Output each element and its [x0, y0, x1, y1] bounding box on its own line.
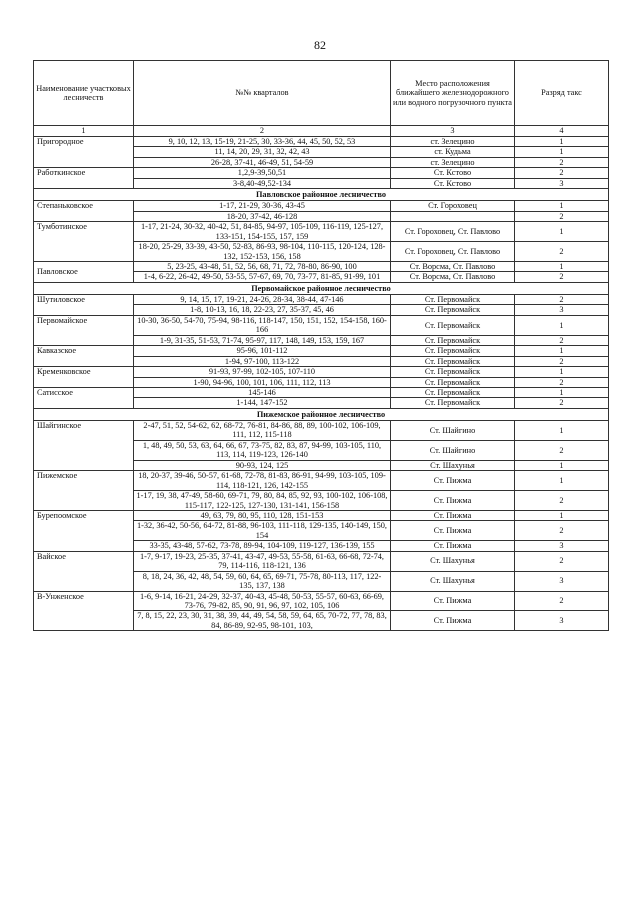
class-cell: 1: [515, 261, 609, 271]
place-cell: Ст. Пижма: [391, 491, 515, 511]
place-cell: Ст. Первомайск: [391, 294, 515, 304]
table-row: [34, 367, 609, 377]
forestry-name: Кременковское: [34, 367, 134, 388]
place-cell: Ст. Первомайск: [391, 346, 515, 356]
class-cell: 1: [515, 420, 609, 440]
place-cell: Ст. Кстово: [391, 168, 515, 178]
table-row: [34, 551, 609, 571]
quarters-cell: 9, 10, 12, 13, 15-19, 21-25, 30, 33-36, 44, 45, 50, 52, 53: [134, 137, 391, 147]
forestry-name: Степаньковское: [34, 201, 134, 222]
table-row: [34, 315, 609, 335]
class-cell: 1: [515, 137, 609, 147]
quarters-cell: 1-17, 21-29, 30-36, 43-45: [134, 201, 391, 211]
table-row: [34, 201, 609, 211]
header-class: Разряд такс: [515, 61, 609, 126]
place-cell: Ст. Пижма: [391, 471, 515, 491]
quarters-cell: 1,2,9-39,50,51: [134, 168, 391, 178]
table-row: [34, 510, 609, 520]
section-heading-row: [34, 408, 609, 420]
class-cell: 3: [515, 611, 609, 631]
quarters-cell: 18-20, 25-29, 33-39, 43-50, 52-83, 86-93, 98-104, 110-115, 120-124, 128-132, 152-153, 156, 158: [134, 242, 391, 262]
place-cell: Ст. Пижма: [391, 541, 515, 551]
class-cell: 2: [515, 294, 609, 304]
quarters-cell: 1, 48, 49, 50, 53, 63, 64, 66, 67, 73-75, 82, 83, 87, 94-99, 103-105, 110, 113, 114, 119-123, 126-140: [134, 440, 391, 460]
place-cell: Ст. Шахунья: [391, 571, 515, 591]
forestry-name: Кавказское: [34, 346, 134, 367]
section-heading-row: [34, 189, 609, 201]
class-cell: 1: [515, 315, 609, 335]
quarters-cell: 10-30, 36-50, 54-70, 75-94, 98-116, 118-147, 150, 151, 152, 154-158, 160-166: [134, 315, 391, 335]
quarters-cell: 1-94, 97-100, 113-122: [134, 356, 391, 366]
forestry-name: Сатисское: [34, 387, 134, 408]
class-cell: 2: [515, 440, 609, 460]
quarters-cell: 9, 14, 15, 17, 19-21, 24-26, 28-34, 38-44, 47-146: [134, 294, 391, 304]
class-cell: 2: [515, 335, 609, 345]
place-cell: Ст. Ворсма, Ст. Павлово: [391, 272, 515, 282]
place-cell: Ст. Гороховец, Ст. Павлово: [391, 222, 515, 242]
forestry-name: Шайгинское: [34, 420, 134, 470]
class-cell: 2: [515, 591, 609, 611]
col-number: 1: [34, 126, 134, 137]
place-cell: ст. Зелецино: [391, 137, 515, 147]
class-cell: 3: [515, 541, 609, 551]
quarters-cell: 7, 8, 15, 22, 23, 30, 31, 38, 39, 44, 49, 54, 58, 59, 64, 65, 70-72, 77, 78, 83, 84, 86-89, 92-95, 98-101, 103,: [134, 611, 391, 631]
place-cell: Ст. Первомайск: [391, 335, 515, 345]
place-cell: Ст. Гороховец, Ст. Павлово: [391, 242, 515, 262]
class-cell: 1: [515, 367, 609, 377]
tax-class-table: [33, 60, 609, 631]
class-cell: 1: [515, 460, 609, 470]
quarters-cell: 1-6, 9-14, 16-21, 24-29, 32-37, 40-43, 45-48, 50-53, 55-57, 60-63, 66-69, 73-76, 79-82, 85, 90, 91, 96, 97, 102, 105, 106: [134, 591, 391, 611]
place-cell: Ст. Первомайск: [391, 377, 515, 387]
class-cell: 2: [515, 272, 609, 282]
table-row: [34, 168, 609, 178]
place-cell: Ст. Шайгино: [391, 420, 515, 440]
table-row: [34, 137, 609, 147]
quarters-cell: 8, 18, 24, 36, 42, 48, 54, 59, 60, 64, 65, 69-71, 75-78, 80-113, 117, 122-135, 137, 138: [134, 571, 391, 591]
class-cell: 1: [515, 346, 609, 356]
class-cell: 3: [515, 571, 609, 591]
place-cell: Ст. Пижма: [391, 510, 515, 520]
quarters-cell: 1-17, 19, 38, 47-49, 58-60, 69-71, 79, 80, 84, 85, 92, 93, 100-102, 106-108, 115-117, 122-125, 127-130, 131-141, 156-158: [134, 491, 391, 511]
place-cell: Ст. Шайгино: [391, 440, 515, 460]
class-cell: 1: [515, 147, 609, 157]
table-row: [34, 471, 609, 491]
place-cell: Ст. Пижма: [391, 591, 515, 611]
col-number: 2: [134, 126, 391, 137]
forestry-name: Павловское: [34, 261, 134, 282]
class-cell: 2: [515, 491, 609, 511]
class-cell: 2: [515, 356, 609, 366]
quarters-cell: 1-9, 31-35, 51-53, 71-74, 95-97, 117, 148, 149, 153, 159, 167: [134, 335, 391, 345]
forestry-name: Шутиловское: [34, 294, 134, 315]
quarters-cell: 1-4, 6-22, 26-42, 49-50, 53-55, 57-67, 69, 70, 73-77, 81-85, 91-99, 101: [134, 272, 391, 282]
col-number: 3: [391, 126, 515, 137]
col-number: 4: [515, 126, 609, 137]
place-cell: Ст. Пижма: [391, 611, 515, 631]
place-cell: Ст. Первомайск: [391, 305, 515, 315]
quarters-cell: 95-96, 101-112: [134, 346, 391, 356]
quarters-cell: 1-17, 21-24, 30-32, 40-42, 51, 84-85, 94-97, 105-109, 116-119, 125-127, 133-151, 154-155, 157, 159: [134, 222, 391, 242]
forestry-name: Пригородное: [34, 137, 134, 168]
place-cell: Ст. Первомайск: [391, 367, 515, 377]
quarters-cell: 5, 23-25, 43-48, 51, 52, 56, 68, 71, 72, 78-80, 86-90, 100: [134, 261, 391, 271]
place-cell: Ст. Шахунья: [391, 551, 515, 571]
class-cell: 2: [515, 398, 609, 408]
place-cell: Ст. Пижма: [391, 521, 515, 541]
class-cell: 2: [515, 551, 609, 571]
quarters-cell: 90-93, 124, 125: [134, 460, 391, 470]
quarters-cell: 18-20, 37-42, 46-128: [134, 211, 391, 221]
forestry-name: Первомайское: [34, 315, 134, 345]
class-cell: 2: [515, 211, 609, 221]
forestry-name: Бурепоомское: [34, 510, 134, 551]
class-cell: 1: [515, 201, 609, 211]
place-cell: Ст. Первомайск: [391, 387, 515, 397]
column-number-row: [34, 126, 609, 137]
class-cell: 2: [515, 242, 609, 262]
quarters-cell: 1-90, 94-96, 100, 101, 106, 111, 112, 113: [134, 377, 391, 387]
quarters-cell: 1-7, 9-17, 19-23, 25-35, 37-41, 43-47, 49-53, 55-58, 61-63, 66-68, 72-74, 79, 114-116, 118-121, 136: [134, 551, 391, 571]
quarters-cell: 1-144, 147-152: [134, 398, 391, 408]
quarters-cell: 1-8, 10-13, 16, 18, 22-23, 27, 35-37, 45, 46: [134, 305, 391, 315]
class-cell: 2: [515, 377, 609, 387]
place-cell: [391, 211, 515, 221]
class-cell: 3: [515, 305, 609, 315]
header-place: Место расположения ближайшего железнодорожного или водного погрузочного пункта: [391, 61, 515, 126]
place-cell: Ст. Ворсма, Ст. Павлово: [391, 261, 515, 271]
class-cell: 1: [515, 222, 609, 242]
place-cell: Ст. Гороховец: [391, 201, 515, 211]
place-cell: Ст. Первомайск: [391, 356, 515, 366]
quarters-cell: 18, 20-37, 39-46, 50-57, 61-68, 72-78, 81-83, 86-91, 94-99, 103-105, 109-114, 118-121, 126, 142-155: [134, 471, 391, 491]
quarters-cell: 11, 14, 20, 29, 31, 32, 42, 43: [134, 147, 391, 157]
class-cell: 2: [515, 157, 609, 167]
place-cell: ст. Кудьма: [391, 147, 515, 157]
place-cell: ст. Зелецино: [391, 157, 515, 167]
table-row: [34, 387, 609, 397]
header-row: [34, 61, 609, 126]
quarters-cell: 145-146: [134, 387, 391, 397]
class-cell: 2: [515, 168, 609, 178]
class-cell: 1: [515, 510, 609, 520]
place-cell: Ст. Первомайск: [391, 315, 515, 335]
forestry-name: Вайское: [34, 551, 134, 591]
class-cell: 1: [515, 387, 609, 397]
forestry-name: Пижемское: [34, 471, 134, 511]
quarters-cell: 49, 63, 79, 80, 95, 110, 128, 151-153: [134, 510, 391, 520]
table-row: [34, 222, 609, 242]
section-heading: Первомайское районное лесничество: [34, 282, 609, 294]
class-cell: 1: [515, 471, 609, 491]
table-row: [34, 346, 609, 356]
quarters-cell: 2-47, 51, 52, 54-62, 62, 68-72, 76-81, 84-86, 88, 89, 100-102, 106-109, 111, 112, 115-118: [134, 420, 391, 440]
quarters-cell: 91-93, 97-99, 102-105, 107-110: [134, 367, 391, 377]
quarters-cell: 3-8,40-49,52-134: [134, 178, 391, 188]
quarters-cell: 1-32, 36-42, 50-56, 64-72, 81-88, 96-103, 111-118, 129-135, 140-149, 150, 154: [134, 521, 391, 541]
header-name: Наименование участковых лесничеств: [34, 61, 134, 126]
page-number: 82: [314, 38, 326, 52]
forestry-name: Тумботинское: [34, 222, 134, 262]
section-heading-row: [34, 282, 609, 294]
header-quarters: №№ кварталов: [134, 61, 391, 126]
forestry-name: В-Унженское: [34, 591, 134, 631]
place-cell: Ст. Шахунья: [391, 460, 515, 470]
table-row: [34, 294, 609, 304]
table-row: [34, 591, 609, 611]
quarters-cell: 33-35, 43-48, 57-62, 73-78, 89-94, 104-109, 119-127, 136-139, 155: [134, 541, 391, 551]
section-heading: Павловское районное лесничество: [34, 189, 609, 201]
class-cell: 3: [515, 178, 609, 188]
class-cell: 2: [515, 521, 609, 541]
table-row: [34, 261, 609, 271]
quarters-cell: 26-28, 37-41, 46-49, 51, 54-59: [134, 157, 391, 167]
forestry-name: Работкинское: [34, 168, 134, 189]
place-cell: Ст. Первомайск: [391, 398, 515, 408]
place-cell: Ст. Кстово: [391, 178, 515, 188]
section-heading: Пижемское районное лесничество: [34, 408, 609, 420]
table-row: [34, 420, 609, 440]
